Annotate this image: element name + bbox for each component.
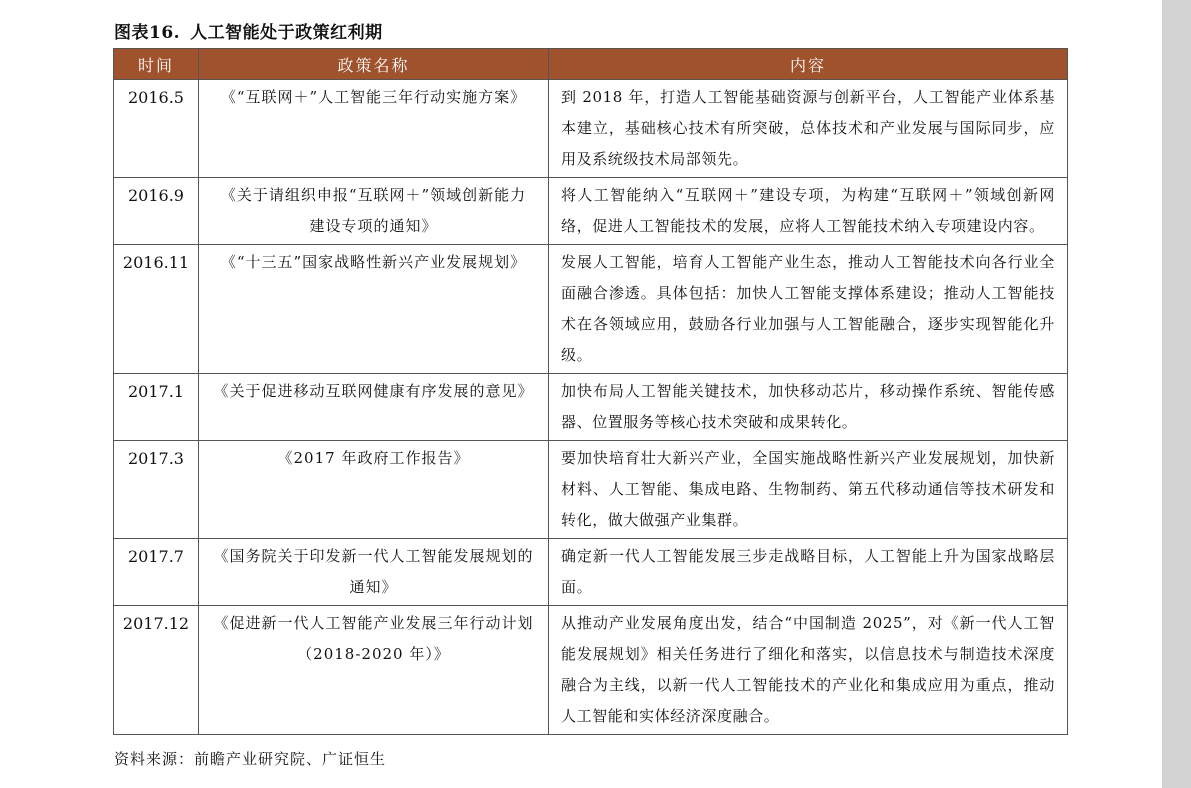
row-time: 2016.11 — [114, 245, 199, 374]
header-time: 时间 — [114, 49, 199, 80]
table-row — [114, 80, 1068, 178]
table-row — [114, 441, 1068, 539]
row-content: 加快布局人工智能关键技术，加快移动芯片，移动操作系统、智能传感器、位置服务等核心技术突破和成果转化。 — [549, 374, 1068, 441]
row-time: 2017.7 — [114, 539, 199, 606]
row-content: 确定新一代人工智能发展三步走战略目标，人工智能上升为国家战略层面。 — [549, 539, 1068, 606]
row-time: 2017.12 — [114, 606, 199, 735]
row-policy-name: 《“互联网＋”人工智能三年行动实施方案》 — [199, 80, 549, 178]
row-policy-name: 《促进新一代人工智能产业发展三年行动计划（2018-2020 年）》 — [199, 606, 549, 735]
table-row — [114, 374, 1068, 441]
row-time: 2017.3 — [114, 441, 199, 539]
row-content: 发展人工智能，培育人工智能产业生态，推动人工智能技术向各行业全面融合渗透。具体包括：加快人工智能支撑体系建设；推动人工智能技术在各领域应用，鼓励各行业加强与人工智能融合，逐步实现智能化升级。 — [549, 245, 1068, 374]
figure-title: 人工智能处于政策红利期 — [190, 23, 383, 43]
table-row — [114, 178, 1068, 245]
header-policy-name: 政策名称 — [199, 49, 549, 80]
figure-caption — [114, 18, 383, 43]
row-policy-name: 《关于促进移动互联网健康有序发展的意见》 — [199, 374, 549, 441]
row-policy-name: 《国务院关于印发新一代人工智能发展规划的通知》 — [199, 539, 549, 606]
row-content: 从推动产业发展角度出发，结合“中国制造 2025”，对《新一代人工智能发展规划》相关任务进行了细化和落实，以信息技术与制造技术深度融合为主线，以新一代人工智能技术的产业化和集成应用为重点，推动人工智能和实体经济深度融合。 — [549, 606, 1068, 735]
table-row — [114, 245, 1068, 374]
row-content: 到 2018 年，打造人工智能基础资源与创新平台，人工智能产业体系基本建立，基础核心技术有所突破，总体技术和产业发展与国际同步，应用及系统级技术局部领先。 — [549, 80, 1068, 178]
row-time: 2016.5 — [114, 80, 199, 178]
row-content: 将人工智能纳入“互联网＋”建设专项，为构建“互联网＋”领域创新网络，促进人工智能技术的发展，应将人工智能技术纳入专项建设内容。 — [549, 178, 1068, 245]
table-row — [114, 539, 1068, 606]
row-content: 要加快培育壮大新兴产业，全国实施战略性新兴产业发展规划，加快新材料、人工智能、集成电路、生物制药、第五代移动通信等技术研发和转化，做大做强产业集群。 — [549, 441, 1068, 539]
row-policy-name: 《2017 年政府工作报告》 — [199, 441, 549, 539]
row-time: 2016.9 — [114, 178, 199, 245]
table-header-row — [114, 49, 1068, 80]
policy-table — [113, 48, 1068, 735]
header-content: 内容 — [549, 49, 1068, 80]
table-row — [114, 606, 1068, 735]
figure-label: 图表16. — [114, 23, 181, 43]
row-policy-name: 《关于请组织申报“互联网＋”领域创新能力建设专项的通知》 — [199, 178, 549, 245]
page-side-band — [1162, 0, 1191, 788]
row-policy-name: 《“十三五”国家战略性新兴产业发展规划》 — [199, 245, 549, 374]
row-time: 2017.1 — [114, 374, 199, 441]
source-note: 资料来源：前瞻产业研究院、广证恒生 — [114, 750, 387, 768]
